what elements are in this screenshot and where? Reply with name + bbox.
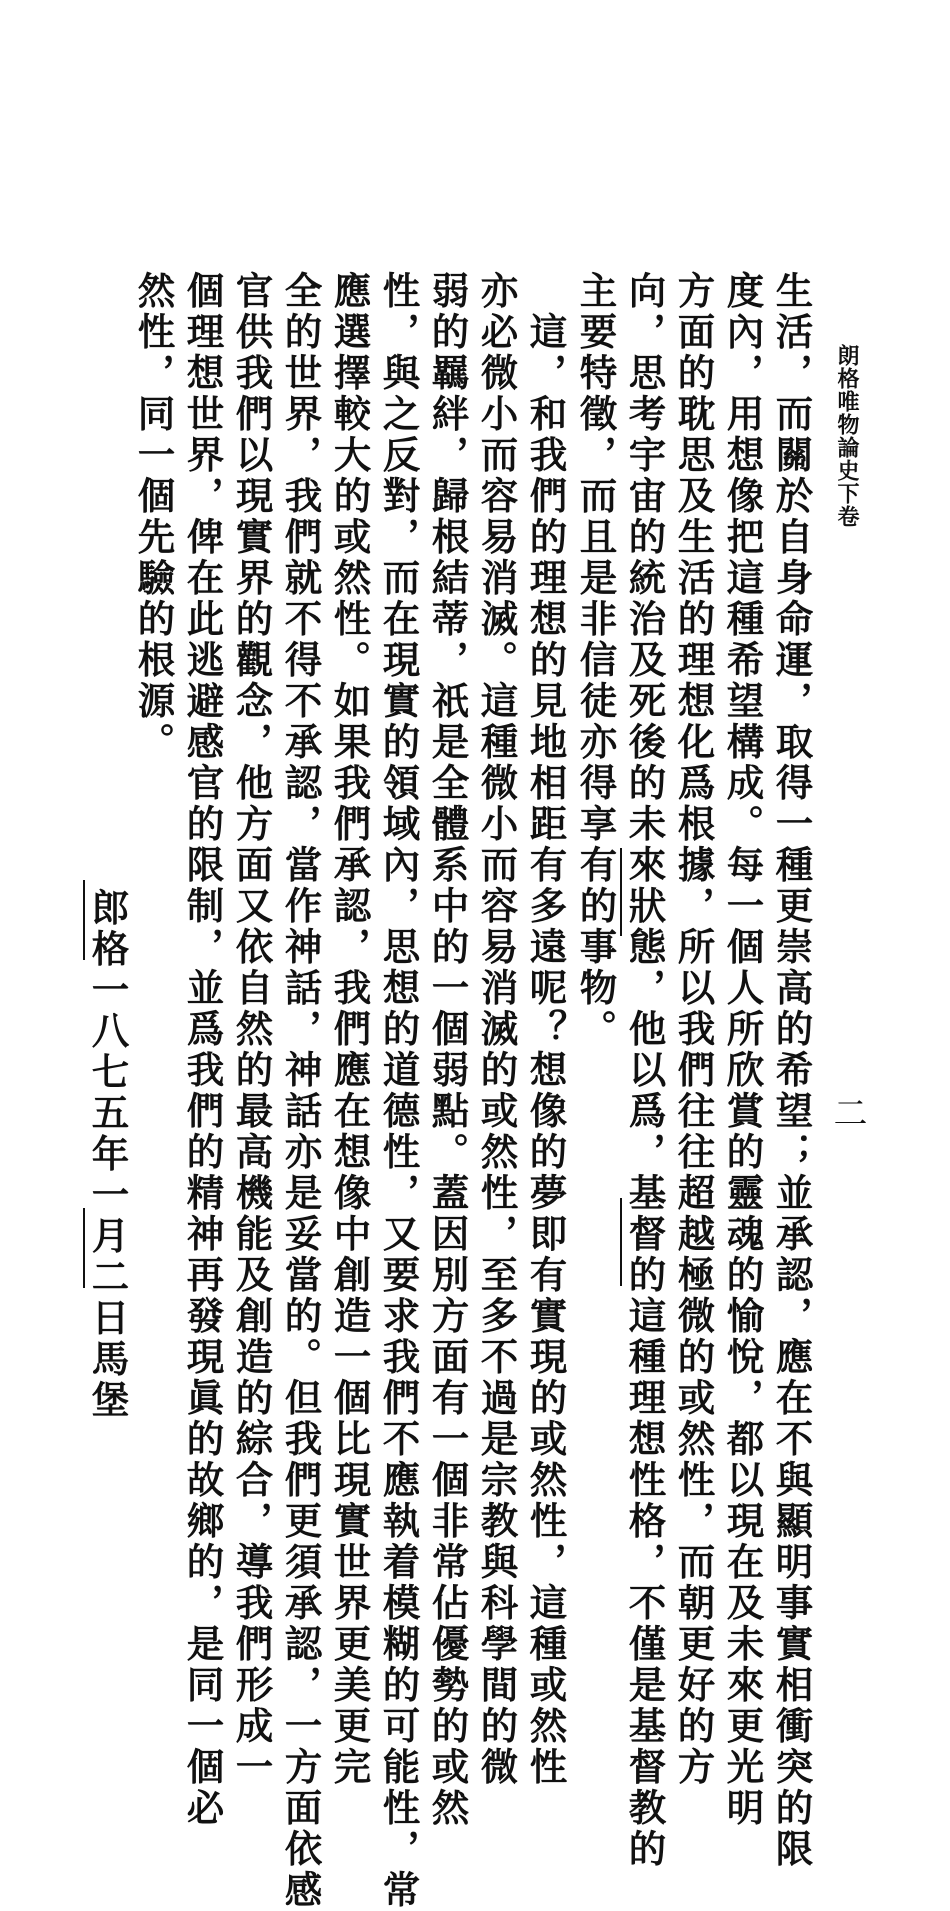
text-line-12: 官供我們以現實界的觀念，他方面又依自然的最高機能及創造的綜合，導我們形成一: [229, 271, 274, 1788]
running-head: 朗格唯物論史下卷: [834, 344, 860, 528]
proper-noun-underline: [83, 1208, 85, 1288]
text-line-11: 全的世界，我們就不得不承認，當作神話，神話亦是妥當的。但我們更須承認，一方面依感: [278, 271, 323, 1911]
text-line-8: 弱的羈絆，歸根結蒂，祇是全體系中的一個弱點。蓋因別方面有一個非常佔優勢的或然: [425, 271, 470, 1829]
text-line-3: 方面的耽思及生活的理想化爲根據，所以我們往往超越極微的或然性，而朝更好的方: [671, 271, 716, 1788]
text-line-9: 性，與之反對，而在現實的領域內，思想的道德性，又要求我們不應執着模糊的可能性，常: [376, 271, 421, 1911]
text-line-13: 個理想世界，俾在此逃避感官的限制，並爲我們的精神再發現眞的故鄉的，是同一個必: [180, 271, 225, 1829]
page-number: 二: [827, 1095, 867, 1129]
author-signature: 郎格一八七五年一月二日馬堡: [85, 888, 130, 1421]
proper-noun-underline: [620, 848, 622, 936]
text-line-14: 然性，同一個先驗的根源。: [131, 271, 176, 763]
text-line-2: 度內，用想像把這種希望構成。每一個人所欣賞的靈魂的愉悅，都以現在及未來更光明: [720, 271, 765, 1829]
text-line-1: 生活，而關於自身命運，取得一種更崇高的希望；並承認，應在不與顯明事實相衝突的限: [769, 271, 814, 1870]
proper-noun-underline: [83, 880, 85, 960]
text-line-5: 主要特徵，而且是非信徒亦得享有的事物。: [573, 271, 618, 1050]
text-line-6: 這，和我們的理想的見地相距有多遠呢？想像的夢即有實現的或然性，這種或然性: [523, 312, 568, 1788]
proper-noun-underline: [620, 1198, 622, 1286]
text-line-7: 亦必微小而容易消滅。這種微小而容易消滅的或然性，至多不過是宗教與科學間的微: [474, 271, 519, 1788]
text-line-10: 應選擇較大的或然性。如果我們承認，我們應在想像中創造一個比現實世界更美更完: [327, 271, 372, 1788]
text-line-4: 向，思考宇宙的統治及死後的未來狀態，他以爲，基督的這種理想性格，不僅是基督教的: [622, 271, 667, 1870]
